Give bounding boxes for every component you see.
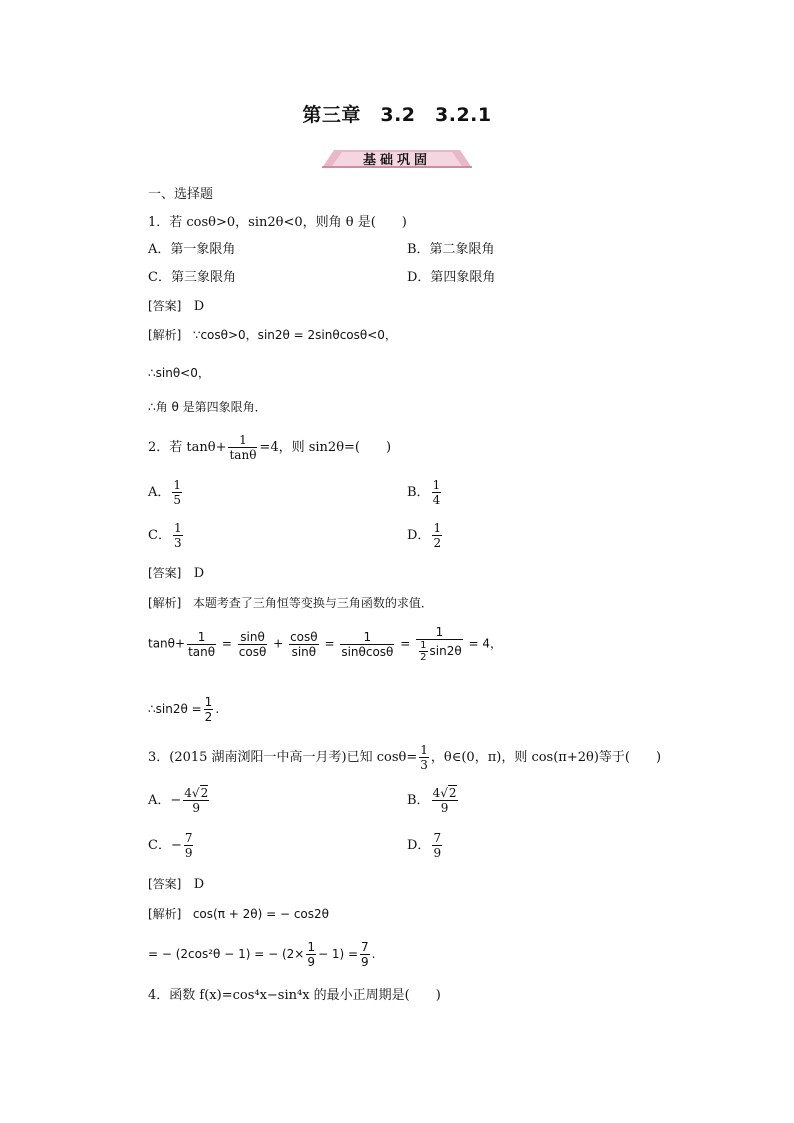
- answer-value: D: [193, 566, 205, 581]
- fraction-numerator: 1: [340, 630, 394, 645]
- fraction-numerator: 1: [420, 640, 427, 651]
- q1-analysis-2: ∴sinθ<0，: [148, 366, 210, 380]
- q3-option-d: [407, 831, 444, 860]
- q1-analysis-3: ∴角 θ 是第四象限角．: [148, 400, 267, 414]
- answer-value: D: [193, 877, 205, 892]
- option-label: A．: [148, 485, 171, 500]
- fraction-numerator: 1: [416, 625, 463, 640]
- q2-stem-end: =4，则 sin2θ=( ): [259, 440, 392, 455]
- q1-analysis-1: [148, 326, 397, 344]
- fraction-denominator: cosθ: [238, 644, 267, 659]
- q1-answer: [148, 297, 204, 316]
- conclusion-fraction: [204, 695, 214, 724]
- analysis-fraction: [360, 940, 370, 969]
- q3-analysis-1: [148, 905, 329, 923]
- fraction-denominator: tanθ: [229, 448, 257, 462]
- fraction-numerator: 4√2: [184, 786, 209, 800]
- option-fraction: [432, 478, 442, 507]
- analysis-fraction: [306, 940, 316, 969]
- radicand: 2: [448, 786, 457, 800]
- option-fraction: [183, 786, 209, 815]
- fraction-numerator: 1: [432, 478, 441, 492]
- fraction-denominator: sinθ: [291, 644, 317, 659]
- fraction-numerator: 7: [433, 831, 442, 845]
- fraction-numerator: cosθ: [290, 629, 318, 644]
- q2-conclusion: [148, 695, 219, 724]
- option-label: D．: [407, 838, 431, 853]
- q3-stem: [148, 743, 661, 772]
- option-fraction: [172, 478, 182, 507]
- q2-option-c: [148, 521, 185, 550]
- q3-analysis-2: [148, 940, 376, 969]
- eq-fraction: [238, 630, 268, 659]
- q2-answer: [148, 564, 204, 583]
- radicand: 2: [200, 786, 209, 800]
- q3-stem-fraction: [419, 743, 429, 772]
- analysis-tag: [解析]: [148, 907, 182, 921]
- conclusion-text: ∴sin2θ =: [148, 702, 202, 716]
- answer-tag: [答案]: [148, 566, 182, 580]
- q1-stem: 1．若 cosθ>0，sin2θ<0，则角 θ 是( ): [148, 215, 407, 230]
- answer-value: D: [193, 299, 205, 314]
- option-label: B．: [407, 793, 430, 808]
- eq-fraction: [416, 625, 463, 663]
- fraction-denominator: 9: [307, 955, 315, 969]
- eq-end: = 4，: [468, 636, 503, 651]
- q3-answer: [148, 875, 204, 894]
- q1-option-c: C．第三象限角: [148, 270, 236, 285]
- q2-analysis: [148, 594, 433, 612]
- q3-stem-end: ，θ∈(0，π)，则 cos(π+2θ)等于( ): [430, 750, 662, 765]
- q2-option-b: [407, 478, 443, 507]
- q2-stem-start: 2．若 tanθ+: [148, 440, 227, 455]
- denominator-rest: sin2θ: [429, 644, 462, 658]
- fraction-denominator: tanθ: [188, 644, 216, 659]
- option-fraction: [184, 831, 194, 860]
- fraction-numerator: 1: [433, 521, 442, 535]
- radical-coefficient: 4: [432, 786, 441, 800]
- fraction-numerator: 7: [361, 940, 369, 954]
- answer-tag: [答案]: [148, 299, 182, 313]
- option-fraction: [432, 786, 458, 815]
- fraction-denominator: 9: [192, 801, 201, 815]
- fraction-numerator: 1: [228, 433, 257, 448]
- section-heading: 一、选择题: [148, 187, 214, 202]
- option-label: D．: [407, 528, 431, 543]
- banner-label: 基础巩固: [362, 153, 431, 168]
- section-banner: [322, 148, 472, 168]
- fraction-denominator: 4: [432, 493, 441, 507]
- option-fraction: [432, 521, 442, 550]
- radical-coefficient: 4: [184, 786, 192, 800]
- nested-fraction: [419, 640, 427, 663]
- q2-option-a: [148, 478, 184, 507]
- analysis-tag: [解析]: [148, 328, 182, 342]
- eq-fraction: [340, 630, 394, 659]
- analysis-text: cos(π + 2θ) = − cos2θ: [192, 907, 329, 921]
- analysis-end: .: [371, 947, 376, 961]
- fraction-numerator: 4√2: [432, 786, 457, 800]
- analysis-tag: [解析]: [148, 596, 182, 610]
- analysis-text: ∵cosθ>0，sin2θ = 2sinθcosθ<0，: [192, 328, 397, 342]
- fraction-numerator: 1: [173, 478, 182, 492]
- conclusion-end: .: [215, 702, 220, 716]
- fraction-numerator: sinθ: [238, 630, 268, 645]
- fraction-denominator: sinθcosθ: [341, 644, 394, 659]
- eq-sign: =: [400, 636, 411, 651]
- q2-equation: [148, 625, 502, 663]
- eq-sign: +: [273, 636, 284, 651]
- q4-stem: 4．函数 f(x)=cos⁴x−sin⁴x 的最小正周期是( ): [148, 988, 441, 1003]
- fraction-numerator: 1: [187, 630, 216, 645]
- eq-fraction: [187, 630, 216, 659]
- analysis-text: 本题考查了三角恒等变换与三角函数的求值．: [192, 596, 433, 610]
- eq-term: tanθ+: [148, 636, 186, 651]
- analysis-part: = − (2cos²θ − 1) = − (2×: [148, 947, 305, 961]
- q3-option-b: [407, 786, 460, 815]
- eq-sign: =: [221, 636, 232, 651]
- fraction-denominator: 3: [420, 758, 428, 772]
- option-label: C．: [148, 528, 171, 543]
- fraction-denominator: 9: [433, 846, 442, 860]
- q2-stem-fraction: [228, 433, 257, 462]
- page-title: 第三章 3.2 3.2.1: [302, 104, 492, 126]
- q3-option-a: [148, 786, 211, 815]
- q3-stem-start: 3．(2015 湖南浏阳一中高一月考)已知 cosθ=: [148, 750, 418, 765]
- analysis-part: − 1) =: [317, 947, 359, 961]
- fraction-denominator: 2: [204, 710, 213, 724]
- option-fraction: [432, 831, 442, 860]
- option-fraction: [173, 521, 183, 550]
- fraction-numerator: 7: [184, 831, 193, 845]
- q1-option-b: B．第二象限角: [407, 242, 495, 257]
- eq-sign: =: [324, 636, 335, 651]
- fraction-numerator: 1: [173, 521, 182, 535]
- fraction-denominator: 2: [420, 652, 427, 663]
- option-label: B．: [407, 485, 430, 500]
- q3-option-c: [148, 831, 195, 860]
- fraction-denominator: 9: [440, 801, 449, 815]
- q2-stem: [148, 433, 391, 462]
- q1-option-a: A．第一象限角: [148, 242, 236, 257]
- eq-fraction: [289, 630, 319, 659]
- fraction-denominator: 5: [173, 493, 182, 507]
- fraction-numerator: 1: [307, 940, 315, 954]
- fraction-denominator: [416, 640, 463, 663]
- answer-tag: [答案]: [148, 877, 182, 891]
- fraction-denominator: 2: [433, 536, 442, 550]
- fraction-numerator: 1: [420, 743, 428, 757]
- q2-option-d: [407, 521, 444, 550]
- q1-option-d: D．第四象限角: [407, 270, 496, 285]
- option-label: A．−: [148, 793, 182, 808]
- fraction-denominator: 3: [173, 536, 182, 550]
- option-label: C．−: [148, 838, 182, 853]
- fraction-denominator: 9: [361, 955, 369, 969]
- fraction-denominator: 9: [184, 846, 193, 860]
- fraction-numerator: 1: [204, 695, 213, 709]
